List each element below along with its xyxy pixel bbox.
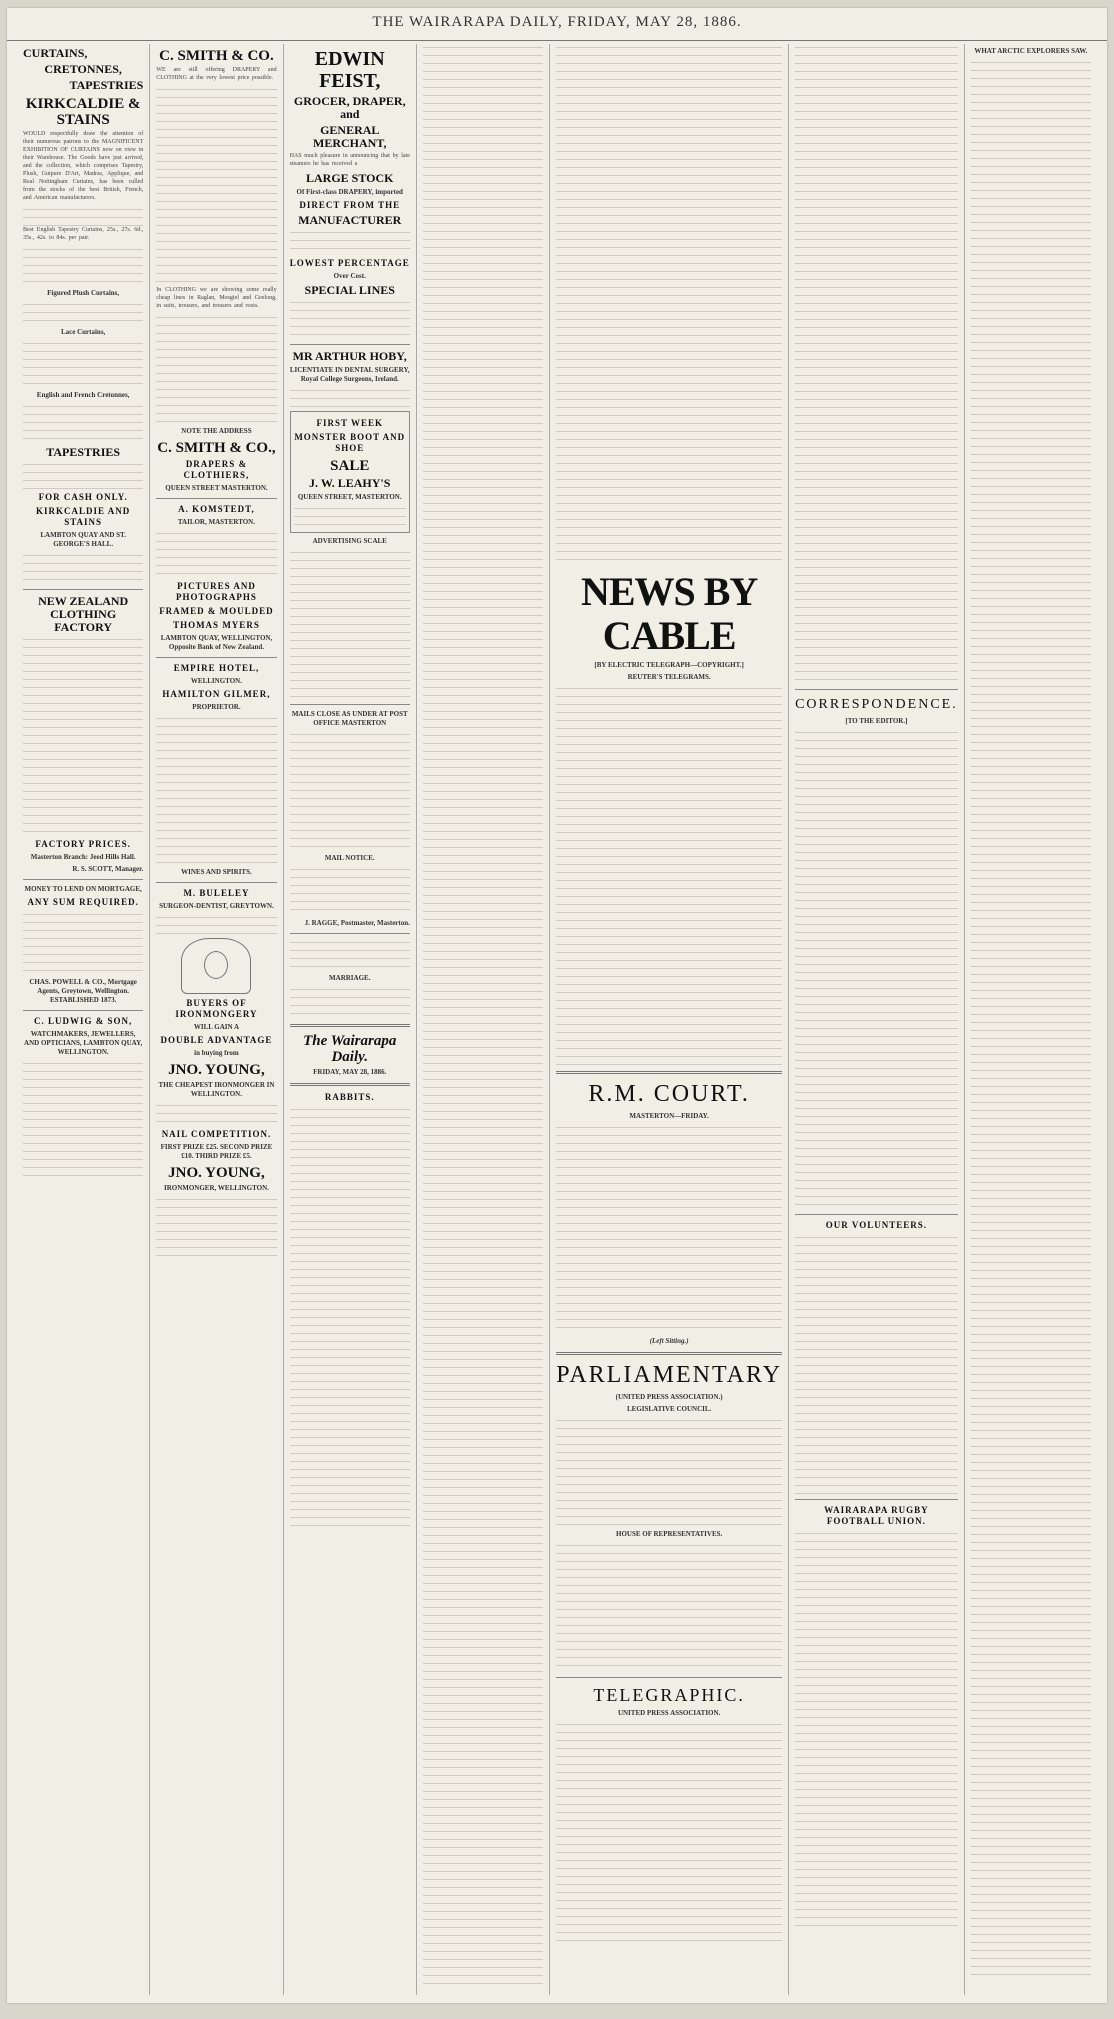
cretonnes-heading: CRETONNES, <box>44 62 122 76</box>
rugby-text <box>795 1530 958 1930</box>
paper-date: FRIDAY, MAY 28, 1886. <box>313 1068 387 1076</box>
volunteers-heading: OUR VOLUNTEERS. <box>825 1220 927 1230</box>
mortgage-text <box>23 911 143 975</box>
column-7 <box>965 44 1097 1995</box>
cheapest-ironmonger: THE CHEAPEST IRONMONGER IN WELLINGTON. <box>158 1081 275 1098</box>
komstedt-name: A. KOMSTEDT, <box>178 504 255 514</box>
notices-text <box>290 939 410 971</box>
council-text <box>556 1417 782 1527</box>
note-address: NOTE THE ADDRESS <box>181 427 252 435</box>
komstedt-text <box>156 530 276 578</box>
gilmer-proprietor: PROPRIETOR. <box>192 703 241 711</box>
kirkcaldie-footer: KIRKCALDIE AND STAINS <box>36 506 131 527</box>
young-heading: JNO. YOUNG, <box>168 1062 265 1078</box>
divider <box>290 344 410 345</box>
hoby-text <box>290 387 410 407</box>
drapers-clothiers: DRAPERS & CLOTHIERS, <box>183 459 250 480</box>
arctic-heading: WHAT ARCTIC EXPLORERS SAW. <box>974 47 1088 55</box>
buleley-title: SURGEON-DENTIST, GREYTOWN. <box>159 902 274 910</box>
prizes: FIRST PRIZE £25. SECOND PRIZE £10. THIRD PRIZE £5. <box>160 1143 273 1160</box>
leahy-address: QUEEN STREET, MASTERTON. <box>297 493 402 501</box>
manager-name: R. S. SCOTT, Manager. <box>72 865 144 873</box>
ludwig-text <box>23 1060 143 1180</box>
divider <box>290 704 410 705</box>
smith-list <box>156 86 276 286</box>
local-news-text-2 <box>795 44 958 684</box>
smith-heading-2: C. SMITH & CO., <box>157 440 276 456</box>
divider <box>795 689 958 690</box>
ironmongery-emblem-image <box>181 938 251 994</box>
price-list-2 <box>23 246 143 286</box>
hotel-text <box>156 715 276 865</box>
smith-list-2 <box>156 314 276 424</box>
divider <box>23 1010 143 1011</box>
curtains-heading: CURTAINS, <box>23 46 88 60</box>
column-4 <box>417 44 550 1995</box>
correspondence-heading: CORRESPONDENCE. <box>795 697 958 712</box>
news-by-cable-heading: NEWS BY CABLE <box>580 569 758 658</box>
paper-title: The Wairarapa Daily. <box>303 1033 397 1065</box>
feist-text <box>290 229 410 255</box>
arctic-text <box>971 59 1091 1979</box>
wines-spirits: WINES AND SPIRITS. <box>181 868 252 876</box>
rabbits-text <box>290 1106 410 1526</box>
divider <box>156 882 276 883</box>
mails-text <box>290 731 410 851</box>
general-merchant: GENERAL MERCHANT, <box>313 123 387 150</box>
column-1 <box>17 44 150 1995</box>
nail-competition: NAIL COMPETITION. <box>161 1129 272 1139</box>
correspondence-text <box>795 729 958 1209</box>
double-divider <box>290 1083 410 1086</box>
young-text <box>156 1102 276 1126</box>
feist-heading: EDWIN FEIST, <box>314 48 385 92</box>
to-the-editor: [TO THE EDITOR.] <box>845 717 908 725</box>
advertising-scale: ADVERTISING SCALE <box>312 537 387 545</box>
feist-intro: HAS much pleasure in announcing that by late steamers he has received a <box>289 153 410 167</box>
ludwig-subtitle: WATCHMAKERS, JEWELLERS, AND OPTICIANS, LAMBTON QUAY, WELLINGTON. <box>24 1030 143 1056</box>
hoby-heading: MR ARTHUR HOBY, <box>292 349 407 363</box>
left-sitting: (Left Sitting.) <box>649 1337 689 1345</box>
powell-agents: CHAS. POWELL & CO., Mortgage Agents, Greytown, Wellington. ESTABLISHED 1873. <box>29 978 137 1004</box>
lowest-percentage: LOWEST PERCENTAGE <box>289 258 410 268</box>
rabbits-heading: RABBITS. <box>324 1092 375 1102</box>
clothing-factory-heading: NEW ZEALAND CLOTHING FACTORY <box>38 594 129 634</box>
advertising-text <box>290 549 410 699</box>
house-reps: HOUSE OF REPRESENTATIVES. <box>616 1530 723 1538</box>
first-class-drapery: Of First-class DRAPERY, imported <box>296 188 403 196</box>
smith-clothing: In CLOTHING we are showing some really cheap lines in Raglan, Mosgiel and Geelong, in suits, trousers, and trousers and vests. <box>156 287 277 309</box>
mails-close: MAILS CLOSE AS UNDER AT POST OFFICE MASTERTON <box>291 710 408 727</box>
double-divider <box>556 1071 782 1074</box>
factory-prices: FACTORY PRICES. <box>35 839 131 849</box>
columns <box>17 44 1097 1995</box>
mail-notice-text <box>290 866 410 916</box>
telegraphic-text <box>556 1721 782 1941</box>
powles-text <box>156 1196 276 1256</box>
united-press: (UNITED PRESS ASSOCIATION.) <box>615 1393 723 1401</box>
divider <box>795 1499 958 1500</box>
parliamentary-heading: PARLIAMENTARY <box>556 1362 783 1388</box>
divider <box>156 657 276 658</box>
first-week: FIRST WEEK <box>316 418 383 428</box>
myers-address: LAMBTON QUAY, WELLINGTON, Opposite Bank of New Zealand. <box>160 634 273 651</box>
kirkcaldie-address: LAMBTON QUAY AND ST. GEORGE'S HALL. <box>40 531 126 548</box>
local-news-text <box>556 44 782 564</box>
gilmer-heading: HAMILTON GILMER, <box>162 689 271 699</box>
clothing-text <box>23 636 143 836</box>
divider <box>23 589 143 590</box>
united-press-2: UNITED PRESS ASSOCIATION. <box>617 1709 721 1717</box>
empire-city: WELLINGTON. <box>190 677 242 685</box>
divider <box>156 498 276 499</box>
body-text <box>23 552 143 584</box>
cable-text <box>556 685 782 1065</box>
smith-heading: C. SMITH & CO. <box>159 48 274 64</box>
large-stock: LARGE STOCK <box>306 171 394 185</box>
monster-sale: MONSTER BOOT AND SHOE <box>294 432 406 453</box>
money-heading: MONEY TO LEND ON MORTGAGE, <box>24 885 142 893</box>
cash-only: FOR CASH ONLY. <box>38 492 128 502</box>
editorial-text <box>423 44 543 1984</box>
newspaper-page <box>7 8 1107 2003</box>
sale-heading: SALE <box>330 458 370 474</box>
rugby-heading: WAIRARAPA RUGBY FOOTBALL UNION. <box>824 1505 929 1526</box>
double-divider <box>290 1024 410 1027</box>
divider <box>290 933 410 934</box>
special-lines-text <box>290 299 410 339</box>
marriage-heading: MARRIAGE. <box>329 974 371 982</box>
lace-heading: Lace Curtains, <box>60 328 106 336</box>
any-sum-heading: ANY SUM REQUIRED. <box>27 897 139 907</box>
divider <box>23 879 143 880</box>
cretonnes-subheading: English and French Cretonnes, <box>36 391 130 399</box>
telegraphic-heading: TELEGRAPHIC. <box>593 1685 745 1705</box>
divider <box>556 1677 782 1678</box>
rm-court-heading: R.M. COURT. <box>588 1081 750 1107</box>
price-list-3 <box>23 301 143 325</box>
young-heading-2: JNO. YOUNG, <box>168 1165 265 1181</box>
myers-heading: THOMAS MYERS <box>173 620 260 630</box>
direct-from: DIRECT FROM THE <box>299 200 401 210</box>
pictures-heading: PICTURES AND PHOTOGRAPHS <box>176 581 257 602</box>
postmaster: J. RAGGE, Postmaster, Masterton. <box>304 919 410 927</box>
price-list-4 <box>23 340 143 388</box>
price-list <box>23 206 143 226</box>
masthead: THE WAIRARAPA DAILY, FRIDAY, MAY 28, 1886. <box>7 14 1107 41</box>
tapestry-prices: Best English Tapestry Curtains, 25s., 27s. 6d., 35s., 42s. to 84s. per pair. <box>23 227 144 241</box>
smith-intro: WE are still offering DRAPERY and CLOTHING at the very lowest price possible. <box>156 67 277 81</box>
komstedt-tailor: TAILOR, MASTERTON. <box>177 518 255 526</box>
plush-heading: Figured Plush Curtains, <box>47 289 120 297</box>
electric-telegraph: [BY ELECTRIC TELEGRAPH—COPYRIGHT.] <box>594 661 744 669</box>
tapestries-heading-2: TAPESTRIES <box>46 445 121 459</box>
buyers-heading: BUYERS OF IRONMONGERY <box>175 998 258 1019</box>
leahy-heading: J. W. LEAHY'S <box>309 476 391 490</box>
price-list-5 <box>23 403 143 443</box>
price-list-6 <box>23 461 143 489</box>
in-buying: in buying from <box>194 1049 239 1057</box>
leahy-text <box>294 505 406 529</box>
tapestries-heading: TAPESTRIES <box>69 78 144 92</box>
column-2 <box>150 44 283 1995</box>
over-cost: Over Cost. <box>333 272 366 280</box>
legislative-council: LEGISLATIVE COUNCIL. <box>626 1405 712 1413</box>
curtains-text: WOULD respectfully draw the attention of their numerous patrons to the MAGNIFICENT EXHIBITION OF CURTAINS now on view in their Warehouse. The Goods have just arrived, and the collection, which comprises Tapestry, Plush, Guipure D'Art, Madras, Applique, and Real Nottingham Curtains, has been culled from the stocks of the best British, French, and American manufacturers. <box>23 131 144 201</box>
house-text <box>556 1542 782 1672</box>
column-6 <box>789 44 965 1995</box>
double-divider <box>556 1352 782 1355</box>
volunteers-text <box>795 1234 958 1494</box>
boot-sale-ad <box>290 411 410 533</box>
double-advantage: DOUBLE ADVANTAGE <box>160 1035 273 1045</box>
buleley-heading: M. BULELEY <box>183 888 250 898</box>
buleley-text <box>156 914 276 934</box>
mail-notice: MAIL NOTICE. <box>324 854 375 862</box>
framed-heading: FRAMED & MOULDED <box>159 606 274 616</box>
kirkcaldie-heading: KIRKCALDIE & STAINS <box>25 96 141 128</box>
divider <box>795 1214 958 1215</box>
column-3 <box>284 44 417 1995</box>
manufacturer: MANUFACTURER <box>298 213 402 227</box>
queen-street: QUEEN STREET MASTERTON. <box>165 484 268 492</box>
young-ironmonger: IRONMONGER, WELLINGTON. <box>163 1184 269 1192</box>
masterton-friday: MASTERTON—FRIDAY. <box>629 1112 709 1120</box>
empire-hotel: EMPIRE HOTEL, <box>173 663 260 673</box>
will-gain: WILL GAIN A <box>193 1023 239 1031</box>
column-5 <box>550 44 789 1995</box>
hoby-licentiate: LICENTIATE IN DENTAL SURGERY, Royal College Surgeons, Ireland. <box>289 366 410 383</box>
reuters: REUTER'S TELEGRAMS. <box>627 673 711 681</box>
marriage-text <box>290 986 410 1018</box>
grocer-heading: GROCER, DRAPER, and <box>293 94 406 121</box>
special-lines: SPECIAL LINES <box>304 283 395 297</box>
court-text <box>556 1124 782 1334</box>
masterton-branch: Masterton Branch: Jeed Hills Hall. <box>30 853 136 861</box>
ludwig-heading: C. LUDWIG & SON, <box>34 1016 133 1026</box>
